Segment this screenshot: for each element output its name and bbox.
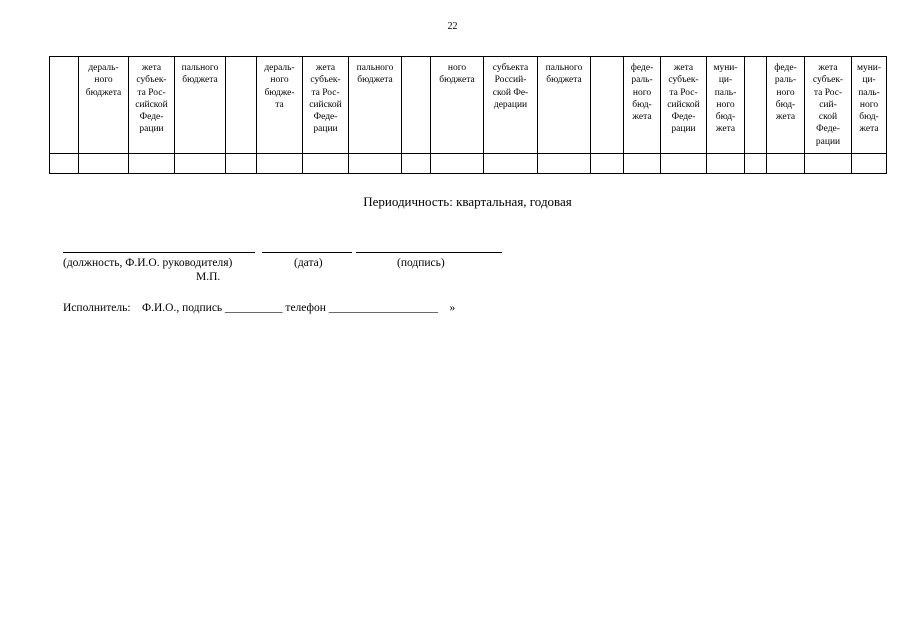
header-cell: субъекта Россий- ской Фе- дерации bbox=[484, 57, 538, 154]
data-cell bbox=[349, 154, 402, 174]
header-cell: жета субъек- та Рос- сийской Феде- рации bbox=[661, 57, 707, 154]
data-cell bbox=[79, 154, 129, 174]
data-cell bbox=[661, 154, 707, 174]
header-cell: ного бюджета bbox=[431, 57, 484, 154]
data-cell bbox=[431, 154, 484, 174]
header-cell: пального бюджета bbox=[349, 57, 402, 154]
position-label: (должность, Ф.И.О. руководителя) bbox=[63, 257, 233, 269]
header-cell: жета субъек- та Рос- сий- ской Феде- рации bbox=[805, 57, 852, 154]
header-cell: феде- раль- ного бюд- жета bbox=[624, 57, 661, 154]
sign-label: (подпись) bbox=[397, 257, 445, 269]
data-cell bbox=[303, 154, 349, 174]
data-cell bbox=[707, 154, 745, 174]
data-cell bbox=[257, 154, 303, 174]
data-cell bbox=[852, 154, 887, 174]
data-cell bbox=[591, 154, 624, 174]
data-cell bbox=[484, 154, 538, 174]
seal-label: М.П. bbox=[196, 271, 221, 283]
data-cell bbox=[624, 154, 661, 174]
header-cell: жета субъек- та Рос- сийской Феде- рации bbox=[303, 57, 349, 154]
header-cell: муни- ци- паль- ного бюд- жета bbox=[707, 57, 745, 154]
header-cell: пального бюджета bbox=[538, 57, 591, 154]
header-cell: дераль- ного бюджета bbox=[79, 57, 129, 154]
header-cell bbox=[226, 57, 257, 154]
table-row bbox=[50, 154, 887, 174]
header-cell: феде- раль- ного бюд- жета bbox=[767, 57, 805, 154]
header-cell bbox=[50, 57, 79, 154]
header-cell bbox=[402, 57, 431, 154]
data-cell bbox=[226, 154, 257, 174]
sign-signature-line bbox=[356, 252, 502, 253]
executor-line: Исполнитель: Ф.И.О., подпись __________ телефон ___________________ » bbox=[63, 302, 456, 314]
header-cell bbox=[591, 57, 624, 154]
data-cell bbox=[745, 154, 767, 174]
date-label: (дата) bbox=[294, 257, 323, 269]
header-cell bbox=[745, 57, 767, 154]
data-cell bbox=[402, 154, 431, 174]
data-cell bbox=[129, 154, 175, 174]
table-header-row bbox=[50, 57, 887, 154]
data-cell bbox=[767, 154, 805, 174]
date-signature-line bbox=[262, 252, 352, 253]
page-number: 22 bbox=[447, 21, 458, 32]
header-cell: пального бюджета bbox=[175, 57, 226, 154]
data-cell bbox=[175, 154, 226, 174]
position-signature-line bbox=[63, 252, 255, 253]
header-cell: дераль- ного бюдже- та bbox=[257, 57, 303, 154]
data-cell bbox=[805, 154, 852, 174]
periodicity-text: Периодичность: квартальная, годовая bbox=[363, 194, 572, 209]
data-cell bbox=[538, 154, 591, 174]
data-cell bbox=[50, 154, 79, 174]
header-cell: муни- ци- паль- ного бюд- жета bbox=[852, 57, 887, 154]
report-table bbox=[49, 56, 887, 174]
header-cell: жета субъек- та Рос- сийской Феде- рации bbox=[129, 57, 175, 154]
